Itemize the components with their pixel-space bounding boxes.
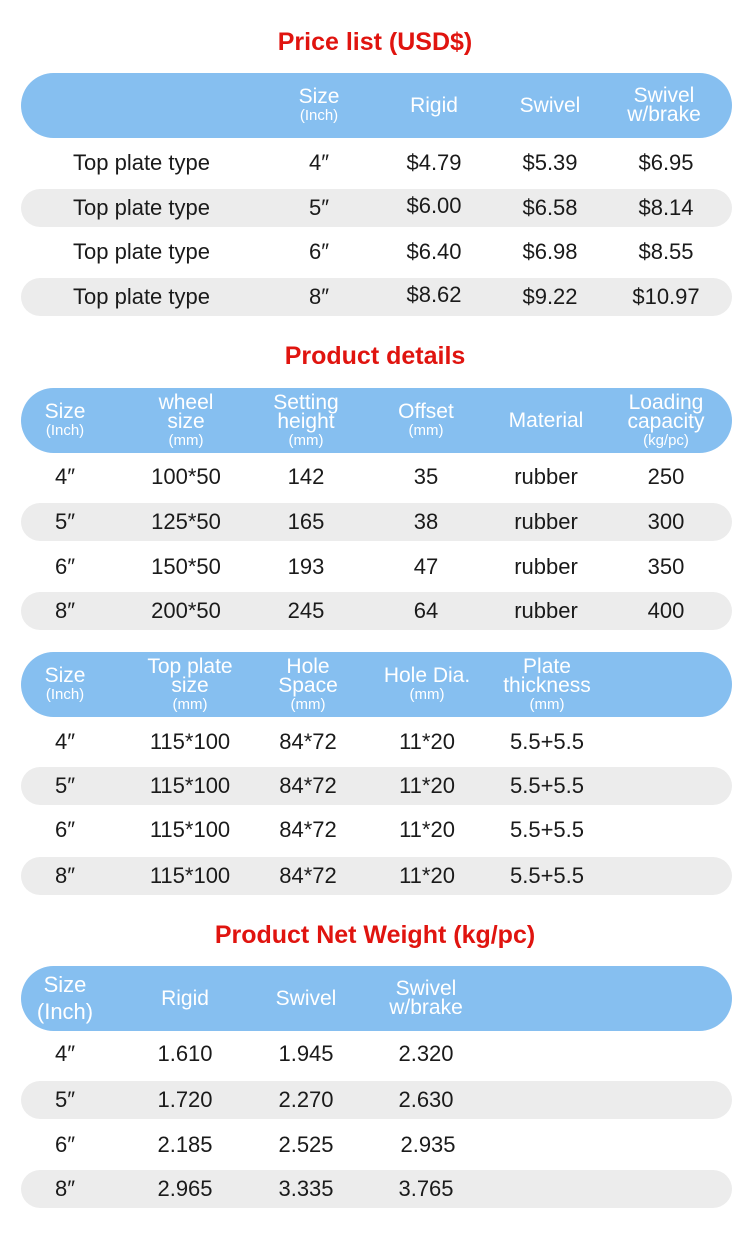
cell-rigid: 2.965 [157,1176,213,1201]
cell-size: 4″ [54,1041,76,1066]
cell-offset: 47 [413,554,439,579]
header-size: Size (Inch) [44,400,86,440]
cell-brake: 2.320 [398,1041,454,1066]
header-size: Size (Inch) [44,664,86,704]
cell-size: 6″ [308,239,330,264]
cell-brake: 3.765 [398,1176,454,1201]
price-row [21,189,732,227]
header-size: Size (Inch) [36,972,94,1024]
cell-material: rubber [514,598,578,623]
cell-setting-height: 245 [287,598,325,623]
details-row [21,458,732,496]
plate-row [21,723,732,761]
cell-top-plate-size: 115*100 [149,773,231,798]
cell-size: 6″ [54,1132,76,1157]
cell-hole-space: 84*72 [279,863,337,888]
cell-plate-thickness: 5.5+5.5 [509,817,585,842]
header-wheel-size: wheel size (mm) [158,390,214,449]
cell-brake: $6.95 [638,150,694,175]
cell-rigid: $6.00 [406,193,462,218]
cell-plate-thickness: 5.5+5.5 [509,773,585,798]
cell-brake: 2.935 [400,1132,456,1157]
header-swivel-brake: Swivel w/brake [389,976,463,1019]
product-details-title: Product details [284,342,466,370]
cell-size: 6″ [54,817,76,842]
header-loading-capacity: Loading capacity (kg/pc) [627,390,705,449]
plate-row [21,767,732,805]
cell-hole-dia: 11*20 [399,729,455,754]
price-row [21,144,732,182]
header-setting-height: Setting height (mm) [273,390,339,449]
weight-row [21,1126,732,1164]
cell-wheel-size: 100*50 [151,464,221,489]
plate-row [21,811,732,849]
header-swivel-brake: Swivel w/brake [627,83,701,126]
cell-size: 8″ [54,598,76,623]
details-row [21,592,732,630]
cell-type: Top plate type [73,284,210,309]
cell-setting-height: 193 [287,554,325,579]
header-swivel: Swivel [519,94,581,117]
cell-swivel: 2.270 [278,1087,334,1112]
cell-size: 6″ [54,554,76,579]
cell-brake: 2.630 [398,1087,454,1112]
price-row [21,233,732,271]
cell-rigid: 2.185 [157,1132,213,1157]
cell-plate-thickness: 5.5+5.5 [509,863,585,888]
cell-top-plate-size: 115*100 [149,729,231,754]
cell-rigid: 1.720 [157,1087,213,1112]
plate-header [21,652,732,717]
cell-loading-capacity: 350 [647,554,685,579]
cell-top-plate-size: 115*100 [149,817,231,842]
cell-swivel: $6.58 [522,195,578,220]
cell-swivel: 2.525 [278,1132,334,1157]
cell-offset: 35 [413,464,439,489]
price-row [21,278,732,316]
cell-hole-dia: 11*20 [399,817,455,842]
cell-size: 8″ [308,284,330,309]
cell-swivel: $5.39 [522,150,578,175]
cell-hole-space: 84*72 [279,817,337,842]
cell-brake: $10.97 [632,284,700,309]
cell-offset: 38 [413,509,439,534]
header-hole-dia: Hole Dia. (mm) [383,664,471,704]
header-rigid: Rigid [161,987,209,1010]
cell-rigid: $4.79 [406,150,462,175]
cell-rigid: $6.40 [406,239,462,264]
header-rigid: Rigid [410,94,458,117]
cell-size: 5″ [54,509,76,534]
cell-type: Top plate type [73,239,210,264]
cell-material: rubber [514,464,578,489]
header-hole-space: Hole Space (mm) [278,654,338,713]
cell-hole-dia: 11*20 [399,863,455,888]
header-offset: Offset (mm) [398,400,454,440]
cell-size: 5″ [54,773,76,798]
cell-swivel: $9.22 [522,284,578,309]
cell-wheel-size: 150*50 [151,554,221,579]
cell-type: Top plate type [73,150,210,175]
weight-row [21,1081,732,1119]
cell-brake: $8.14 [638,195,694,220]
cell-size: 4″ [54,729,76,754]
header-size: Size (Inch) [298,85,340,125]
details-row [21,503,732,541]
weight-header [21,966,732,1031]
cell-material: rubber [514,509,578,534]
cell-rigid: 1.610 [157,1041,213,1066]
cell-size: 5″ [308,195,330,220]
cell-hole-space: 84*72 [279,773,337,798]
cell-size: 4″ [308,150,330,175]
net-weight-title: Product Net Weight (kg/pc) [214,921,536,949]
cell-size: 8″ [54,863,76,888]
cell-loading-capacity: 250 [647,464,685,489]
cell-setting-height: 142 [287,464,325,489]
price-list-title: Price list (USD$) [277,28,473,56]
header-swivel: Swivel [275,987,337,1010]
cell-brake: $8.55 [638,239,694,264]
cell-offset: 64 [413,598,439,623]
cell-type: Top plate type [73,195,210,220]
cell-rigid: $8.62 [406,282,462,307]
cell-size: 4″ [54,464,76,489]
cell-plate-thickness: 5.5+5.5 [509,729,585,754]
cell-wheel-size: 125*50 [151,509,221,534]
cell-size: 5″ [54,1087,76,1112]
header-top-plate-size: Top plate size (mm) [147,654,233,713]
weight-row [21,1170,732,1208]
cell-wheel-size: 200*50 [151,598,221,623]
details-header [21,388,732,453]
cell-loading-capacity: 400 [647,598,685,623]
header-material: Material [508,409,584,432]
cell-size: 8″ [54,1176,76,1201]
cell-loading-capacity: 300 [647,509,685,534]
cell-setting-height: 165 [287,509,325,534]
cell-top-plate-size: 115*100 [149,863,231,888]
cell-swivel: 3.335 [278,1176,334,1201]
details-row [21,548,732,586]
price-list-header [21,73,732,138]
cell-swivel: 1.945 [278,1041,334,1066]
plate-row [21,857,732,895]
cell-swivel: $6.98 [522,239,578,264]
cell-material: rubber [514,554,578,579]
header-plate-thickness: Plate thickness (mm) [503,654,591,713]
weight-row [21,1035,732,1073]
cell-hole-space: 84*72 [279,729,337,754]
cell-hole-dia: 11*20 [399,773,455,798]
